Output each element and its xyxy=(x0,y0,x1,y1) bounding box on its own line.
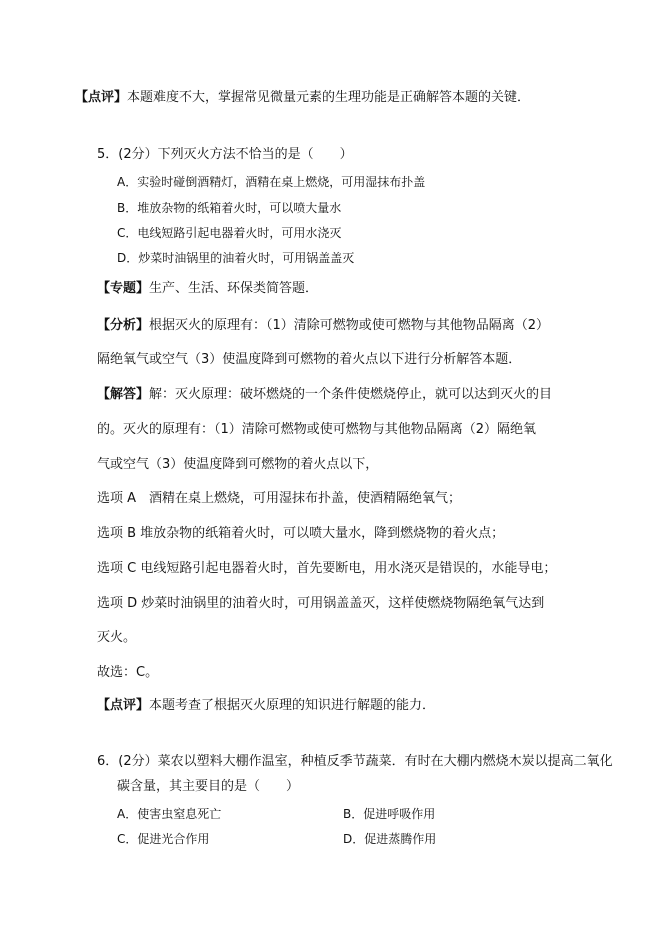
question-5-stem: 5．(2分）下列灭火方法不恰当的是（ ） xyxy=(97,147,353,162)
q5-answer-line-2: 的。灭火的原理有：（1）清除可燃物或使可燃物与其他物品隔离（2）隔绝氧 xyxy=(97,422,537,437)
review-previous xyxy=(75,90,530,106)
q5-analysis-line-2: 隔绝氧气或空气（3）使温度降到可燃物的着火点以下进行分析解答本题． xyxy=(97,352,522,367)
q5-review xyxy=(97,698,435,714)
q6-option-b: B．促进呼吸作用 xyxy=(343,807,436,821)
q5-answer-option-d-2: 灭火。 xyxy=(97,630,137,645)
q5-answer-line-3: 气或空气（3）使温度降到可燃物的着火点以下， xyxy=(97,457,379,472)
q5-analysis-line-1 xyxy=(97,318,549,334)
analysis-text-1: 根据灭火的原理有：（1）清除可燃物或使可燃物与其他物品隔离（2） xyxy=(149,318,550,333)
analysis-tag: 【分析】 xyxy=(97,318,150,333)
topic-text: 生产、生活、环保类简答题． xyxy=(149,281,319,296)
q5-answer-option-b: 选项 B 堆放杂物的纸箱着火时，可以喷大量水，降到燃烧物的着火点； xyxy=(97,526,505,541)
q5-answer-option-a: 选项 A 酒精在桌上燃烧，可用湿抹布扑盖，使酒精隔绝氧气； xyxy=(97,491,462,506)
review-text: 本题难度不大，掌握常见微量元素的生理功能是正确解答本题的关键． xyxy=(127,90,531,105)
question-6-stem-2: 碳含量，其主要目的是（ ） xyxy=(117,779,300,794)
q6-option-a: A．使害虫窒息死亡 xyxy=(117,807,222,821)
q5-answer-line-1 xyxy=(97,387,552,403)
topic-tag: 【专题】 xyxy=(97,281,150,296)
q5-answer-option-d-1: 选项 D 炒菜时油锅里的油着火时，可用锅盖盖灭，这样使燃烧物隔绝氧气达到 xyxy=(97,596,545,611)
q6-option-c: C．促进光合作用 xyxy=(117,832,210,846)
question-6-stem-1: 6．(2分）菜农以塑料大棚作温室，种植反季节蔬菜．有时在大棚内燃烧木炭以提高二氧化 xyxy=(97,754,613,769)
q5-option-a: A．实验时碰倒酒精灯，酒精在桌上燃烧，可用湿抹布扑盖 xyxy=(117,175,426,189)
q5-topic xyxy=(97,281,318,297)
q5-option-b: B．堆放杂物的纸箱着火时，可以喷大量水 xyxy=(117,201,342,215)
review-tag: 【点评】 xyxy=(97,698,150,713)
q5-option-c: C．电线短路引起电器着火时，可用水浇灭 xyxy=(117,226,342,240)
review-tag: 【点评】 xyxy=(75,90,128,105)
q5-option-d: D．炒菜时油锅里的油着火时，可用锅盖盖灭 xyxy=(117,251,355,265)
q6-option-d: D．促进蒸腾作用 xyxy=(343,832,437,846)
review-text: 本题考查了根据灭火原理的知识进行解题的能力． xyxy=(149,698,436,713)
answer-text-1: 解：灭火原理：破坏燃烧的一个条件使燃烧停止，就可以达到灭火的目 xyxy=(149,387,553,402)
q5-choice: 故选：C。 xyxy=(97,665,159,680)
answer-tag: 【解答】 xyxy=(97,387,150,402)
q5-answer-option-c: 选项 C 电线短路引起电器着火时，首先要断电，用水浇灭是错误的，水能导电； xyxy=(97,561,557,576)
